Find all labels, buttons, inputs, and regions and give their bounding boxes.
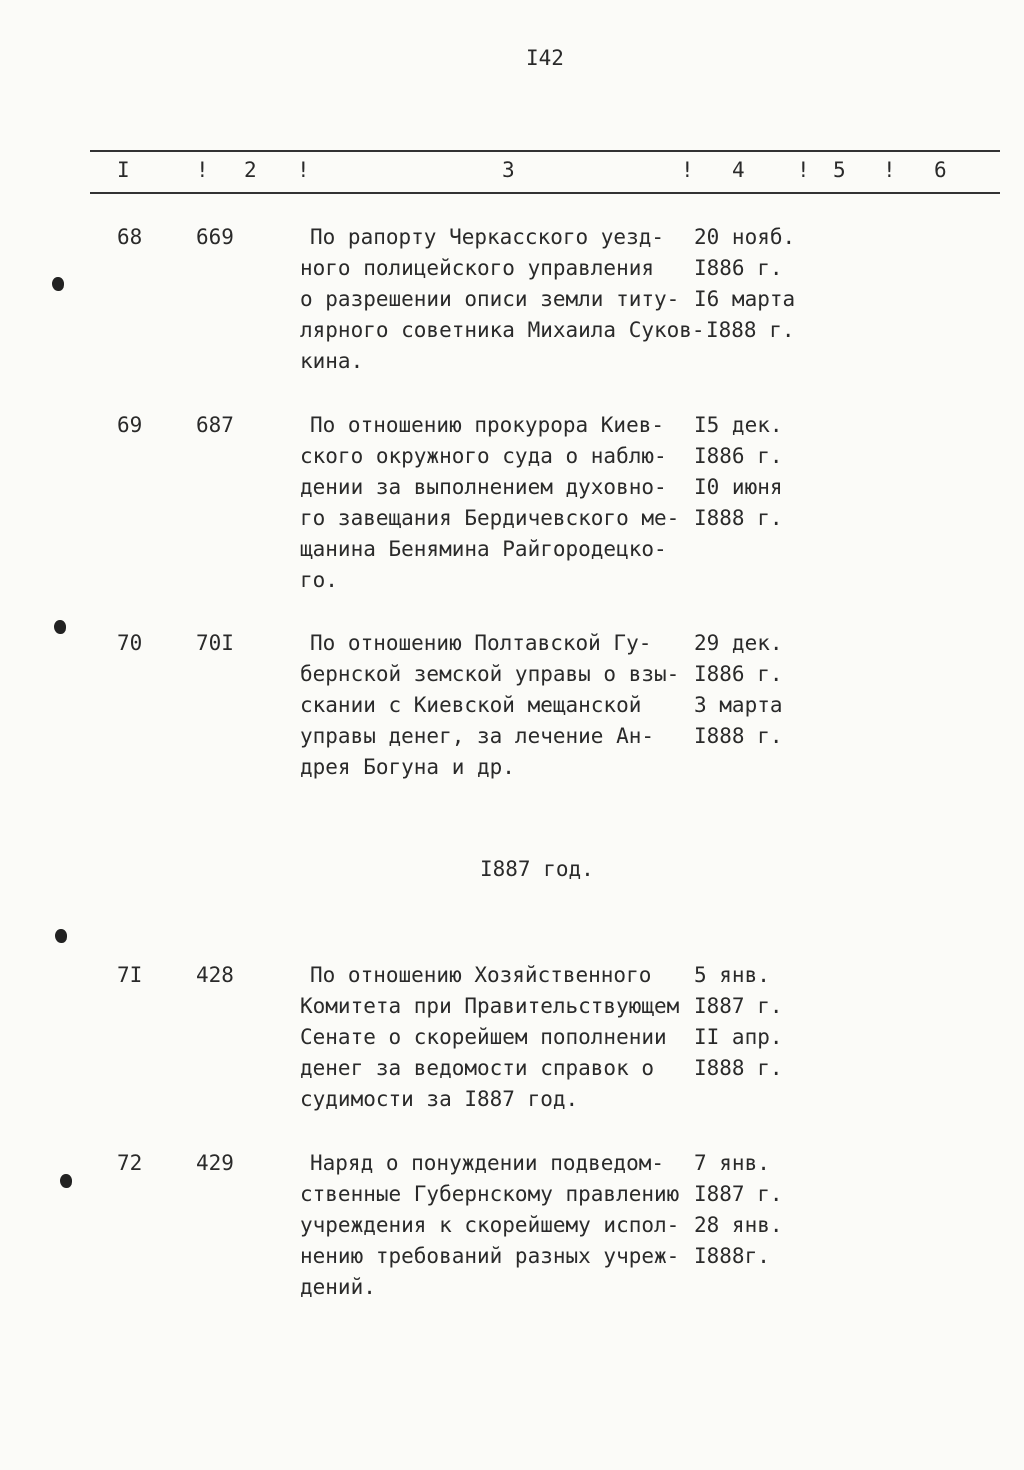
description-line: Комитета при Правительствующем: [300, 994, 680, 1018]
entry-description: [300, 1148, 700, 1303]
header-col-3: 3: [502, 158, 515, 182]
entry-description: [300, 628, 700, 783]
date-line: 29 дек.: [694, 631, 783, 655]
table-rule-top: [90, 150, 1000, 152]
date-line: I6 марта: [694, 287, 796, 311]
date-line: I886 г.: [694, 256, 783, 280]
description-line: ственные Губернскому правлению: [300, 1182, 680, 1206]
date-line: 5 янв.: [694, 963, 770, 987]
date-line: I887 г.: [694, 1182, 783, 1206]
description-line: лярного советника Михаила Суков-: [300, 318, 705, 342]
description-line: дрея Богуна и др.: [300, 755, 515, 779]
description-line: нению требований разных учреж-: [300, 1244, 680, 1268]
date-line: I888 г.: [694, 724, 783, 748]
header-col-2: 2: [244, 158, 257, 182]
file-number: 428: [196, 963, 234, 987]
date-line: 20 нояб.: [694, 225, 796, 249]
date-line: 28 янв.: [694, 1213, 783, 1237]
description-line: дений.: [300, 1275, 376, 1299]
entry-number: 68: [117, 225, 143, 249]
date-line: I888 г.: [706, 318, 795, 342]
entry-number: 72: [117, 1151, 143, 1175]
header-separator: !: [681, 158, 694, 182]
entry-number: 69: [117, 413, 143, 437]
description-line: кина.: [300, 349, 364, 373]
date-line: I888 г.: [694, 506, 783, 530]
description-line: По отношению прокурора Киев-: [310, 413, 665, 437]
description-line: ского окружного суда о наблю-: [300, 444, 667, 468]
description-line: Сенате о скорейшем пополнении: [300, 1025, 667, 1049]
entry-dates: [694, 222, 814, 346]
header-col-1: I: [117, 158, 130, 182]
date-line: 7 янв.: [694, 1151, 770, 1175]
date-line: II апр.: [694, 1025, 783, 1049]
header-separator: !: [797, 158, 810, 182]
header-col-4: 4: [732, 158, 745, 182]
file-number: 669: [196, 225, 234, 249]
header-separator: !: [196, 158, 209, 182]
entry-description: [300, 410, 700, 596]
description-line: го завещания Бердичевского ме-: [300, 506, 680, 530]
table-rule-bottom: [90, 192, 1000, 194]
punch-hole: [60, 1174, 72, 1188]
entry-description: [300, 960, 700, 1115]
date-line: I887 г.: [694, 994, 783, 1018]
punch-hole: [55, 929, 67, 943]
punch-hole: [54, 620, 66, 634]
header-separator: !: [883, 158, 896, 182]
description-line: Наряд о понуждении подведом-: [310, 1151, 665, 1175]
description-line: дении за выполнением духовно-: [300, 475, 667, 499]
date-line: I886 г.: [694, 662, 783, 686]
entry-dates: [694, 1148, 814, 1272]
description-line: По отношению Хозяйственного: [310, 963, 652, 987]
header-separator: !: [297, 158, 310, 182]
date-line: 3 марта: [694, 693, 783, 717]
description-line: щанина Бенямина Райгородецко-: [300, 537, 667, 561]
description-line: По отношению Полтавской Гу-: [310, 631, 652, 655]
description-line: судимости за I887 год.: [300, 1087, 579, 1111]
year-heading: I887 год.: [480, 857, 594, 881]
description-line: го.: [300, 568, 338, 592]
entry-description: [300, 222, 705, 377]
entry-dates: [694, 628, 814, 752]
description-line: бернской земской управы о взы-: [300, 662, 680, 686]
file-number: 70I: [196, 631, 234, 655]
date-line: I5 дек.: [694, 413, 783, 437]
date-line: I0 июня: [694, 475, 783, 499]
entry-number: 7I: [117, 963, 143, 987]
description-line: По рапорту Черкасского уезд-: [310, 225, 665, 249]
file-number: 687: [196, 413, 234, 437]
date-line: I888 г.: [694, 1056, 783, 1080]
description-line: учреждения к скорейшему испол-: [300, 1213, 680, 1237]
header-col-5: 5: [833, 158, 846, 182]
description-line: ного полицейского управления: [300, 256, 655, 280]
entry-number: 70: [117, 631, 143, 655]
entry-dates: [694, 410, 814, 534]
date-line: I888г.: [694, 1244, 770, 1268]
punch-hole: [52, 277, 64, 291]
description-line: о разрешении описи земли титу-: [300, 287, 680, 311]
date-line: I886 г.: [694, 444, 783, 468]
entry-dates: [694, 960, 814, 1084]
description-line: скании с Киевской мещанской: [300, 693, 642, 717]
description-line: денег за ведомости справок о: [300, 1056, 655, 1080]
page-number: I42: [526, 46, 564, 70]
header-col-6: 6: [934, 158, 947, 182]
file-number: 429: [196, 1151, 234, 1175]
table-header: [0, 158, 1024, 186]
description-line: управы денег, за лечение Ан-: [300, 724, 655, 748]
